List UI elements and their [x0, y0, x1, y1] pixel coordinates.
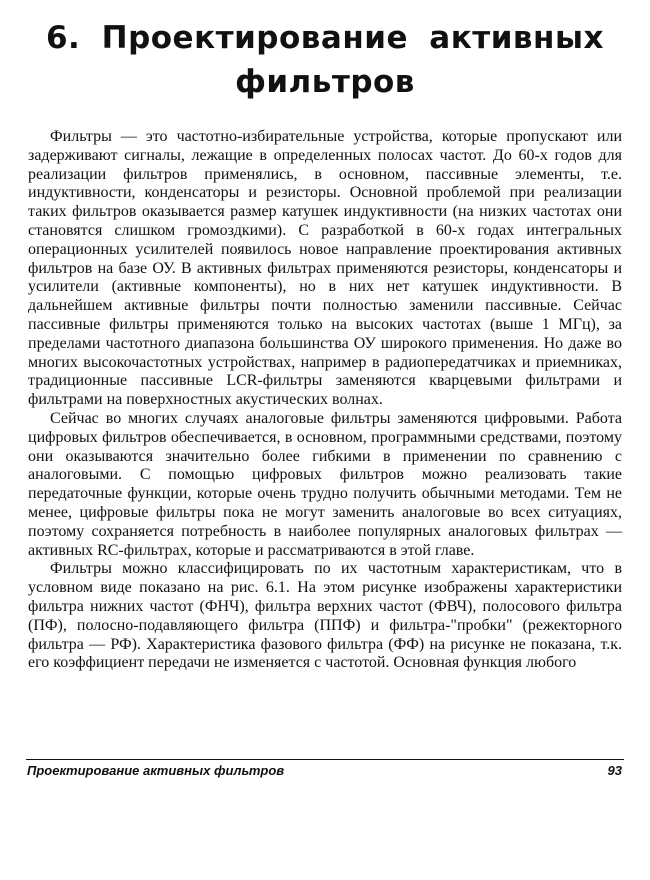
paragraph-2: Сейчас во многих случаях аналоговые фильтры заменяются цифровыми. Работа цифровых фильтров обеспечивается, в основном, программными средствами, поэтому они оказываются значительно более гибкими в применении по сравнению с аналоговыми. С помощью цифровых фильтров можно реализовать такие передаточные функции, которые очень трудно получить обычными методами. Тем не менее, цифровые фильтры пока не могут заменить аналоговые во всех ситуациях, поэтому сохраняется потребность в наиболее популярных аналоговых фильтрах — активных RC-фильтрах, которые и рассматриваются в этой главе. [28, 409, 622, 559]
footer-divider [26, 759, 624, 760]
chapter-title: 6. Проектирование активных фильтров [45, 20, 605, 100]
paragraph-3: Фильтры можно классифицировать по их частотным характеристикам, что в условном виде показано на рис. 6.1. На этом рисунке изображены характеристики фильтра нижних частот (ФНЧ), фильтра верхних частот (ФВЧ), полосового фильтра (ПФ), полосно-подавляющего фильтра (ППФ) и фильтра-"пробки" (режекторного фильтра — РФ). Характеристика фазового фильтра (ФФ) на рисунке не показана, т.к. его коэффициент передачи не изменяется с частотой. Основная функция любого [28, 560, 622, 672]
body-text [28, 128, 622, 673]
page-number: 93 [607, 763, 622, 778]
paragraph-1: Фильтры — это частотно-избирательные устройства, которые пропускают или задерживают сигналы, лежащие в определенных полосах частот. До 60-х годов для реализации фильтров применялись, в основном, пассивные элементы, т.е. индуктивности, конденсаторы и резисторы. Основной проблемой при реализации таких фильтров оказывается размер катушек индуктивности (на низких частотах они становятся слишком громоздкими). С разработкой в 60-х годах интегральных операционных усилителей появилось новое направление проектирования активных фильтров на базе ОУ. В активных фильтрах применяются резисторы, конденсаторы и усилители (активные компоненты), но в них нет катушек индуктивности. В дальнейшем активные фильтры почти полностью заменили пассивные. Сейчас пассивные фильтры применяются только на высоких частотах (выше 1 МГц), за пределами частотного диапазона большинства ОУ широкого применения. Но даже во многих высокочастотных устройствах, например в радиопередатчиках и приемниках, традиционные пассивные LCR-фильтры заменяются кварцевыми фильтрами и фильтрами на поверхностных акустических волнах. [28, 128, 622, 409]
running-footer-title: Проектирование активных фильтров [27, 763, 285, 778]
